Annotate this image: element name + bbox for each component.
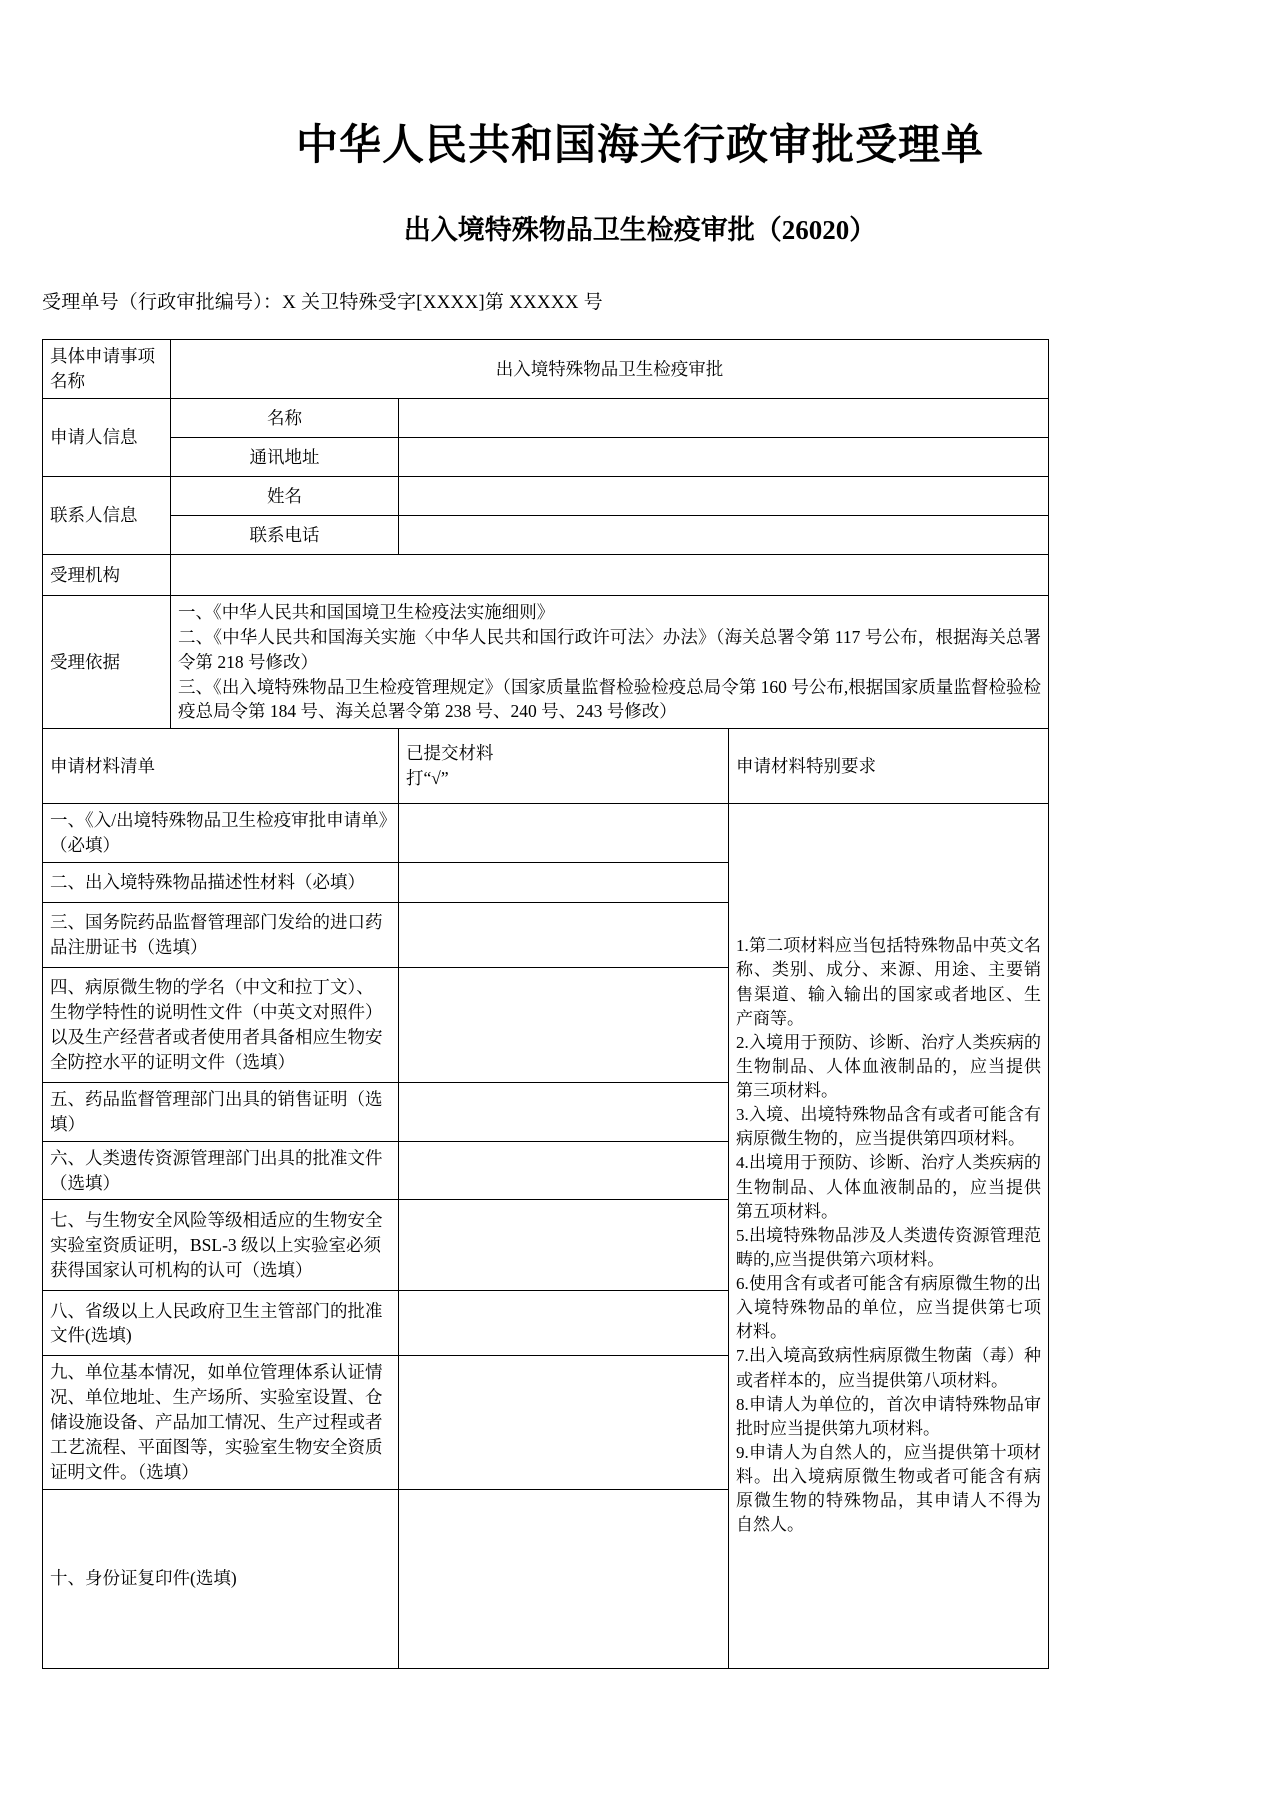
requirement-7: 7.出入境高致病性病原微生物菌（毒）种或者样本的，应当提供第八项材料。 — [736, 1346, 1042, 1390]
label-legal-basis: 受理依据 — [43, 596, 171, 729]
material-item-label: 七、与生物安全风险等级相适应的生物安全实验室资质证明，BSL-3 级以上实验室必须获得国家认可机构的认可（选填） — [43, 1200, 399, 1291]
table-row-contact-phone — [43, 516, 1049, 555]
material-item-label: 五、药品监督管理部门出具的销售证明（选填） — [43, 1082, 399, 1141]
material-item-label: 二、出入境特殊物品描述性材料（必填） — [43, 862, 399, 902]
table-row-legal-basis — [43, 596, 1049, 729]
material-check-box[interactable] — [399, 1141, 729, 1200]
material-item-label: 一、《入/出境特殊物品卫生检疫审批申请单》（必填） — [43, 804, 399, 863]
value-item-name: 出入境特殊物品卫生检疫审批 — [171, 340, 1049, 399]
special-requirements-content — [729, 804, 1049, 1668]
legal-basis-item-3: 三、《出入境特殊物品卫生检疫管理规定》（国家质量监督检验检疫总局令第 160 号公布,根据国家质量监督检验检疫总局令第 184 号、海关总署令第 238 号、240 号、243 号修改） — [178, 676, 1042, 722]
label-applicant-address: 通讯地址 — [171, 438, 399, 477]
header-materials-list: 申请材料清单 — [43, 729, 399, 804]
field-agency[interactable] — [171, 555, 1049, 596]
label-agency: 受理机构 — [43, 555, 171, 596]
material-check-box[interactable] — [399, 1291, 729, 1356]
table-row-applicant-name — [43, 399, 1049, 438]
label-contact-info: 联系人信息 — [43, 477, 171, 555]
material-check-box[interactable] — [399, 1082, 729, 1141]
material-item-label: 三、国务院药品监督管理部门发给的进口药品注册证书（选填） — [43, 902, 399, 967]
material-check-box[interactable] — [399, 1489, 729, 1668]
table-row-agency — [43, 555, 1049, 596]
material-check-box[interactable] — [399, 1200, 729, 1291]
page-title: 中华人民共和国海关行政审批受理单 — [295, 123, 984, 169]
legal-basis-item-1: 一、《中华人民共和国国境卫生检疫法实施细则》 — [178, 602, 555, 623]
header-submitted-check — [399, 729, 729, 804]
requirement-2: 2.入境用于预防、诊断、治疗人类疾病的生物制品、人体血液制品的，应当提供第三项材料。 — [736, 1032, 1042, 1101]
legal-basis-item-2: 二、《中华人民共和国海关实施〈中华人民共和国行政许可法〉办法》（海关总署令第 117 号公布，根据海关总署令第 218 号修改） — [178, 626, 1042, 672]
material-item-label: 六、人类遗传资源管理部门出具的批准文件（选填） — [43, 1141, 399, 1200]
label-contact-phone: 联系电话 — [171, 516, 399, 555]
legal-basis-content — [171, 596, 1049, 729]
requirement-4: 4.出境用于预防、诊断、治疗人类疾病的生物制品、人体血液制品的，应当提供第五项材料。 — [736, 1153, 1042, 1221]
material-check-box[interactable] — [399, 1356, 729, 1489]
requirement-6: 6.使用含有或者可能含有病原微生物的出入境特殊物品的单位，应当提供第七项材料。 — [736, 1274, 1042, 1342]
material-item-label: 十、身份证复印件(选填) — [43, 1489, 399, 1668]
requirement-9: 9.申请人为自然人的，应当提供第十项材料。出入境病原微生物或者可能含有病原微生物的特殊物品，其申请人不得为自然人。 — [736, 1442, 1042, 1535]
header-special-requirements: 申请材料特别要求 — [729, 729, 1049, 804]
table-row-material-1 — [43, 804, 1049, 863]
field-applicant-address[interactable] — [399, 438, 1049, 477]
field-applicant-name[interactable] — [399, 399, 1049, 438]
header-submitted-line1: 已提交材料 — [406, 743, 494, 764]
field-contact-phone[interactable] — [399, 516, 1049, 555]
approval-form-table — [42, 339, 1049, 1668]
receipt-number: 受理单号（行政审批编号）：X 关卫特殊受字[XXXX]第 XXXXX 号 — [42, 291, 603, 313]
requirement-5: 5.出境特殊物品涉及人类遗传资源管理范畴的,应当提供第六项材料。 — [736, 1225, 1042, 1269]
requirement-8: 8.申请人为单位的，首次申请特殊物品审批时应当提供第九项材料。 — [736, 1394, 1042, 1438]
header-submitted-line2: 打“√” — [406, 768, 449, 789]
table-row-contact-name — [43, 477, 1049, 516]
material-item-label: 八、省级以上人民政府卫生主管部门的批准文件(选填) — [43, 1291, 399, 1356]
material-item-label: 四、病原微生物的学名（中文和拉丁文）、生物学特性的说明性文件（中英文对照件）以及生产经营者或者使用者具备相应生物安全防控水平的证明文件（选填） — [43, 967, 399, 1082]
requirement-1: 1.第二项材料应当包括特殊物品中英文名称、类别、成分、来源、用途、主要销售渠道、输入输出的国家或者地区、生产商等。 — [736, 936, 1042, 1028]
field-contact-name[interactable] — [399, 477, 1049, 516]
table-row-materials-header — [43, 729, 1049, 804]
material-check-box[interactable] — [399, 862, 729, 902]
material-check-box[interactable] — [399, 902, 729, 967]
label-contact-name: 姓名 — [171, 477, 399, 516]
label-applicant-info: 申请人信息 — [43, 399, 171, 477]
material-item-label: 九、单位基本情况，如单位管理体系认证情况、单位地址、生产场所、实验室设置、仓储设施设备、产品加工情况、生产过程或者工艺流程、平面图等，实验室生物安全资质证明文件。（选填） — [43, 1356, 399, 1489]
table-row-applicant-address — [43, 438, 1049, 477]
requirement-3: 3.入境、出境特殊物品含有或者可能含有病原微生物的，应当提供第四项材料。 — [736, 1105, 1042, 1149]
material-check-box[interactable] — [399, 804, 729, 863]
page-subtitle: 出入境特殊物品卫生检疫审批（26020） — [403, 215, 877, 246]
label-item-name: 具体申请事项名称 — [43, 340, 171, 399]
table-row-item-name — [43, 340, 1049, 399]
label-applicant-name: 名称 — [171, 399, 399, 438]
material-check-box[interactable] — [399, 967, 729, 1082]
